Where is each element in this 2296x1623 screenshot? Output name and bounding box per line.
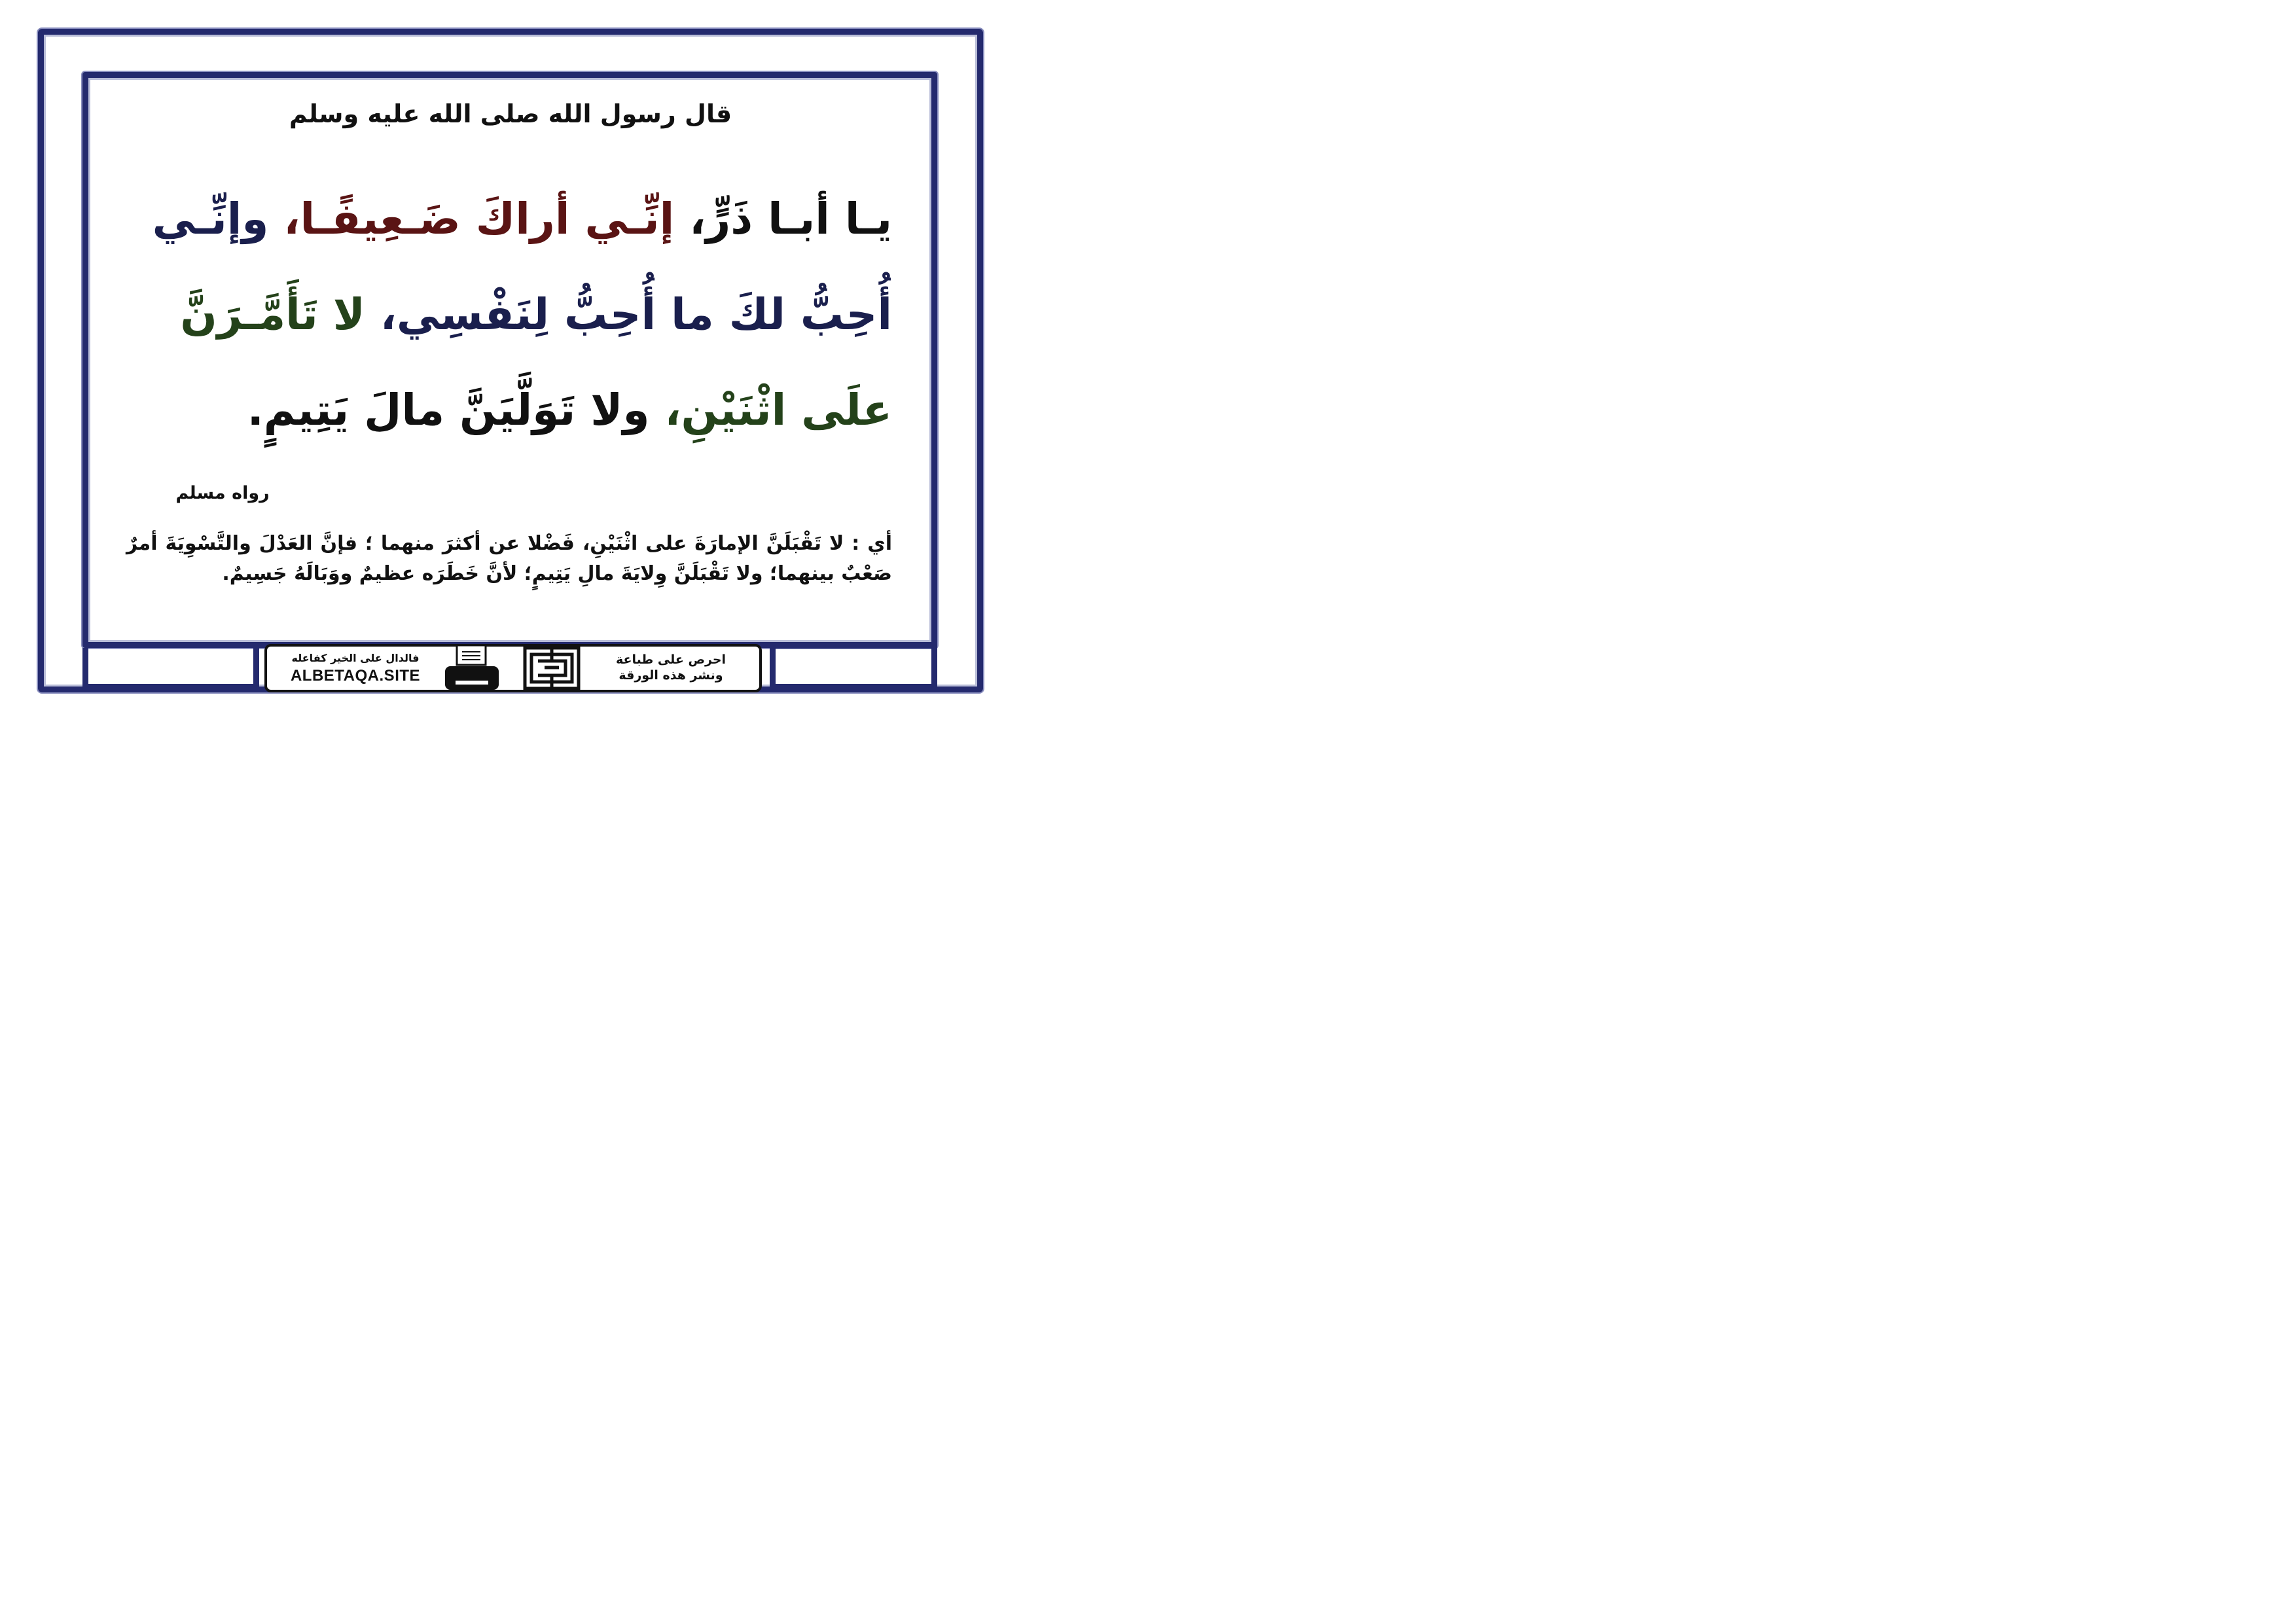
print-call-line-2: ونشر هذه الورقة [619,668,723,683]
narrator: رواه مسلم [175,483,270,503]
explanation: أي : لا تَقْبَلَنَّ الإمارَةَ على اثْنَيْنِ، فَضْلا عن أكثرَ منهما ؛ فإنَّ العَدْلَ والتَّسْوِيَةَ أمرٌ صَعْبٌ بينهما؛ ولا تَقْبَلَنَّ وِلايَةَ مالِ يَتِيمٍ؛ لأنَّ خَطَرَه عظيمٌ ووَبَالَهُ جَسِيمٌ. [126,532,892,585]
hadith-part-3: وإنِّـي أُحِبُّ لكَ ما أُحِبُّ لِنَفْسِي، [152,194,892,340]
footer-right-block [589,652,753,683]
footer-slogan: فالدال على الخير كفاعله [291,652,420,664]
header-title: قال رسول الله صلى الله عليه وسلم [289,99,732,128]
hadith-part-4: لا تَأَمَّـرَنَّ علَى اثْنَيْنِ، [180,289,892,435]
printer-icon [442,644,503,696]
hadith-part-5: ولا تَوَلَّيَنَّ مالَ يَتِيمٍ. [247,385,650,435]
hadith-part-2: إنِّـي أراكَ ضَـعِيفًـا، [268,194,675,244]
footer-left-block [274,652,437,685]
print-call-line-1: احرص على طباعة [615,652,726,667]
hadith-text [126,171,892,458]
logo-mark [522,645,581,694]
site-link[interactable]: ALBETAQA.SITE [290,667,421,685]
footer-left-frame [82,648,259,690]
hadith-part-1: يـا أبـا ذَرٍّ، [674,194,892,244]
footer-right-frame [770,643,937,690]
